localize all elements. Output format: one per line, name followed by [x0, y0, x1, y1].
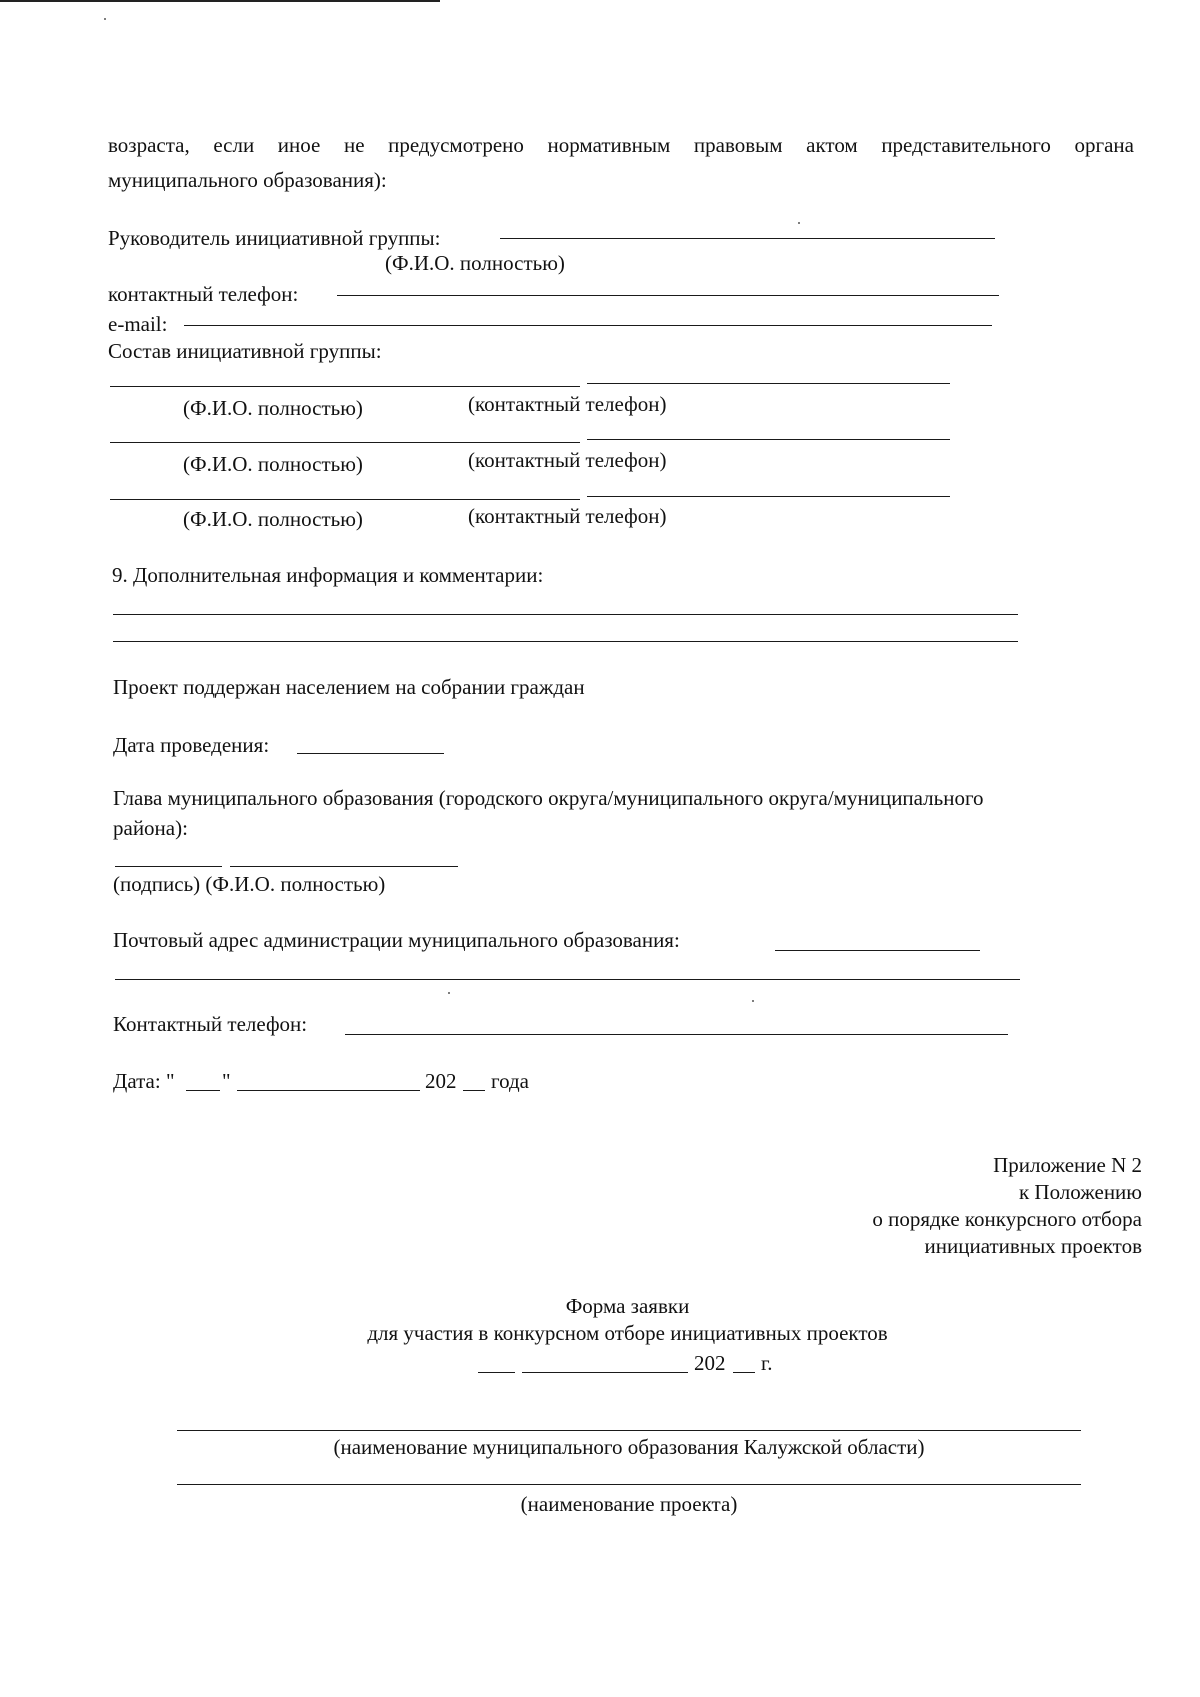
member-3-phone-caption: (контактный телефон) — [468, 504, 667, 528]
scan-edge-mark — [0, 0, 440, 2]
contact-phone-field[interactable] — [345, 1034, 1008, 1035]
leader-phone-field[interactable] — [337, 295, 999, 296]
date-year-field[interactable] — [463, 1090, 485, 1091]
top-paragraph-line-2: муниципального образования): — [108, 168, 387, 192]
additional-info-label: 9. Дополнительная информация и комментарии: — [112, 563, 544, 587]
leader-email-label: e-mail: — [108, 312, 168, 336]
member-1-phone-field[interactable] — [587, 383, 950, 384]
leader-name-field[interactable] — [500, 238, 995, 239]
member-2-name-field[interactable] — [110, 442, 580, 443]
project-name-field[interactable] — [177, 1484, 1081, 1485]
municipality-name-caption: (наименование муниципального образования Калужской области) — [333, 1435, 925, 1459]
member-1-phone-caption: (контактный телефон) — [468, 392, 667, 416]
postal-address-field-2[interactable] — [115, 979, 1020, 980]
date-month-field[interactable] — [237, 1090, 420, 1091]
form-date-year-suffix: г. — [761, 1351, 773, 1375]
form-date-year-prefix: 202 — [694, 1351, 726, 1375]
top-paragraph-line-1: возраста, если иное не предусмотрено нормативным правовым актом представительного органа — [108, 133, 1134, 157]
group-label: Состав инициативной группы: — [108, 339, 382, 363]
member-2-name-caption: (Ф.И.О. полностью) — [183, 452, 363, 476]
leader-email-field[interactable] — [184, 325, 992, 326]
municipality-name-field[interactable] — [177, 1430, 1081, 1431]
additional-info-line-1[interactable] — [113, 614, 1018, 615]
date-day-field[interactable] — [186, 1090, 220, 1091]
scan-speck — [448, 992, 450, 994]
leader-phone-label: контактный телефон: — [108, 282, 299, 306]
postal-address-label: Почтовый адрес администрации муниципального образования: — [113, 928, 680, 952]
leader-name-caption: (Ф.И.О. полностью) — [385, 251, 565, 275]
appendix-initiative-projects: инициативных проектов — [924, 1234, 1142, 1258]
member-2-phone-caption: (контактный телефон) — [468, 448, 667, 472]
scan-speck — [798, 222, 800, 224]
head-name-field[interactable] — [230, 866, 458, 867]
scan-speck — [752, 1000, 754, 1002]
additional-info-line-2[interactable] — [113, 641, 1018, 642]
leader-label: Руководитель инициативной группы: — [108, 226, 441, 250]
date-year-prefix: 202 — [425, 1069, 457, 1093]
date-prefix: Дата: " — [113, 1069, 175, 1093]
member-2-phone-field[interactable] — [587, 439, 950, 440]
project-name-caption: (наименование проекта) — [520, 1492, 738, 1516]
form-date-month-field[interactable] — [522, 1372, 688, 1373]
scan-speck — [104, 18, 106, 20]
postal-address-field-1[interactable] — [775, 950, 980, 951]
form-subtitle: для участия в конкурсном отборе инициативных проектов — [367, 1321, 888, 1345]
member-1-name-field[interactable] — [110, 386, 580, 387]
member-3-name-caption: (Ф.И.О. полностью) — [183, 507, 363, 531]
meeting-date-field[interactable] — [297, 753, 444, 754]
member-3-name-field[interactable] — [110, 499, 580, 500]
appendix-regulation: к Положению — [1018, 1180, 1142, 1204]
contact-phone-label: Контактный телефон: — [113, 1012, 308, 1036]
form-title: Форма заявки — [565, 1294, 690, 1318]
date-quote-close: " — [222, 1069, 231, 1093]
appendix-selection-procedure: о порядке конкурсного отбора — [872, 1207, 1142, 1231]
head-signature-caption: (подпись) (Ф.И.О. полностью) — [113, 872, 386, 896]
meeting-date-label: Дата проведения: — [113, 733, 270, 757]
date-year-suffix: года — [491, 1069, 529, 1093]
support-statement: Проект поддержан населением на собрании граждан — [113, 675, 585, 699]
member-1-name-caption: (Ф.И.О. полностью) — [183, 396, 363, 420]
head-label-line-2: района): — [113, 816, 188, 840]
appendix-number: Приложение N 2 — [993, 1153, 1142, 1177]
form-date-year-field[interactable] — [733, 1372, 755, 1373]
form-date-day-field[interactable] — [478, 1372, 515, 1373]
head-label-line-1: Глава муниципального образования (городского округа/муниципального округа/муниципального — [113, 786, 984, 810]
head-signature-field[interactable] — [115, 866, 222, 867]
member-3-phone-field[interactable] — [587, 496, 950, 497]
